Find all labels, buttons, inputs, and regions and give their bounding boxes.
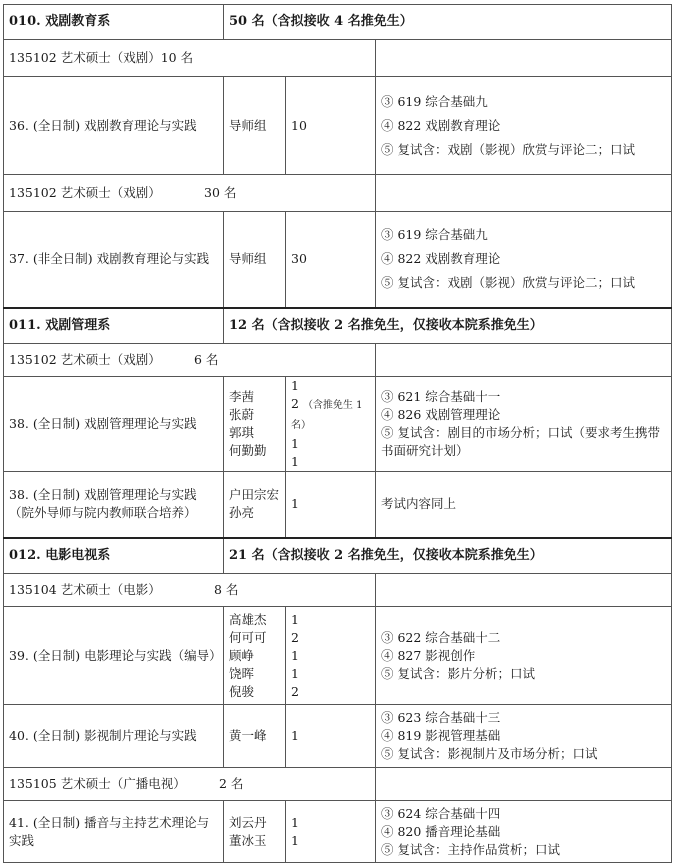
tutor-list — [224, 801, 286, 863]
tutor: 黄一峰 — [224, 705, 286, 768]
exam-subjects: ③ 623 综合基础十三 ④ 819 影视管理基础 ⑤ 复试含：影视制片及市场分析；口试 — [376, 705, 672, 768]
enroll-count: 1 — [286, 472, 376, 538]
program-label: 135102 艺术硕士（戏剧） 30 名 — [4, 175, 376, 212]
exam-subjects: ③ 619 综合基础九 ④ 822 戏剧教育理论 ⑤ 复试含：戏剧（影视）欣赏与评论二；口试 — [376, 77, 672, 175]
dept-header-010 — [4, 5, 672, 40]
program-row — [4, 175, 672, 212]
program-row — [4, 40, 672, 77]
direction-row-38-joint — [4, 472, 672, 538]
tutor: 何勤勤 — [229, 443, 267, 458]
exam-subjects: ③ 622 综合基础十二 ④ 827 影视创作 ⑤ 复试含：影片分析；口试 — [376, 607, 672, 705]
tutor: 张蔚 — [229, 407, 255, 422]
enroll-count-list: 1 2 1 1 2 — [286, 607, 376, 705]
dept-header-011 — [4, 308, 672, 344]
program-label: 135105 艺术硕士（广播电视） 2 名 — [4, 768, 376, 801]
tutor: 顾峥 — [229, 647, 255, 663]
dept-header-012 — [4, 538, 672, 574]
tutor: 刘云丹 — [229, 814, 267, 830]
enroll-count-list: 1 1 — [286, 801, 376, 863]
enrollment-table — [3, 4, 672, 863]
dept-quota: 12 名（含拟接收 2 名推免生，仅接收本院系推免生） — [224, 308, 672, 344]
tutor: 倪骏 — [229, 683, 255, 699]
tutor: 导师组 — [224, 212, 286, 308]
tutor-list — [224, 377, 286, 472]
dept-name: 010. 戏剧教育系 — [4, 5, 224, 40]
direction-row-39 — [4, 607, 672, 705]
tutor: 导师组 — [224, 77, 286, 175]
direction-name: 41. (全日制) 播音与主持艺术理论与 实践 — [4, 801, 224, 863]
direction-row-40 — [4, 705, 672, 768]
tutor: 孙亮 — [229, 505, 255, 521]
exam-subjects: ③ 619 综合基础九 ④ 822 戏剧教育理论 ⑤ 复试含：戏剧（影视）欣赏与评论二；口试 — [376, 212, 672, 308]
tutor: 何可可 — [229, 629, 267, 645]
tutor: 饶晖 — [229, 665, 255, 681]
direction-name: 38. (全日制) 戏剧管理理论与实践 （院外导师与院内教师联合培养） — [4, 472, 224, 538]
tutor: 高雄杰 — [229, 611, 267, 627]
exam-subjects: ③ 621 综合基础十一 ④ 826 戏剧管理理论 ⑤ 复试含：剧目的市场分析；口试（要求考生携带书面研究计划） — [376, 377, 672, 472]
program-row — [4, 344, 672, 377]
exam-note: 考试内容同上 — [376, 472, 672, 538]
enroll-count: 30 — [286, 212, 376, 308]
dept-name: 012. 电影电视系 — [4, 538, 224, 574]
dept-quota: 21 名（含拟接收 2 名推免生，仅接收本院系推免生） — [224, 538, 672, 574]
program-label: 135102 艺术硕士（戏剧）10 名 — [4, 40, 376, 77]
tutor: 郭琪 — [229, 425, 255, 440]
enroll-count: 10 — [286, 77, 376, 175]
direction-row-36 — [4, 77, 672, 175]
direction-row-38 — [4, 377, 672, 472]
program-row — [4, 574, 672, 607]
tutor-list — [224, 607, 286, 705]
tutor-list — [224, 472, 286, 538]
tutor: 户田宗宏 — [229, 487, 280, 503]
direction-name: 39. (全日制) 电影理论与实践（编导） — [4, 607, 224, 705]
direction-row-41 — [4, 801, 672, 863]
direction-name: 36. (全日制) 戏剧教育理论与实践 — [4, 77, 224, 175]
program-row — [4, 768, 672, 801]
recommend-note: （含推免生 1 名） — [291, 400, 363, 431]
dept-quota: 50 名（含拟接收 4 名推免生） — [224, 5, 672, 40]
program-label: 135102 艺术硕士（戏剧） 6 名 — [4, 344, 376, 377]
direction-name: 38. (全日制) 戏剧管理理论与实践 — [4, 377, 224, 472]
tutor: 董冰玉 — [229, 832, 267, 848]
direction-name: 40. (全日制) 影视制片理论与实践 — [4, 705, 224, 768]
program-label: 135104 艺术硕士（电影） 8 名 — [4, 574, 376, 607]
enroll-count: 1 — [286, 705, 376, 768]
dept-name: 011. 戏剧管理系 — [4, 308, 224, 344]
exam-subjects: ③ 624 综合基础十四 ④ 820 播音理论基础 ⑤ 复试含：主持作品赏析；口试 — [376, 801, 672, 863]
enroll-count-list: 1 2 （含推免生 1 名） 1 1 — [286, 377, 376, 472]
direction-row-37 — [4, 212, 672, 308]
tutor: 李茜 — [229, 389, 255, 404]
direction-name: 37. (非全日制) 戏剧教育理论与实践 — [4, 212, 224, 308]
